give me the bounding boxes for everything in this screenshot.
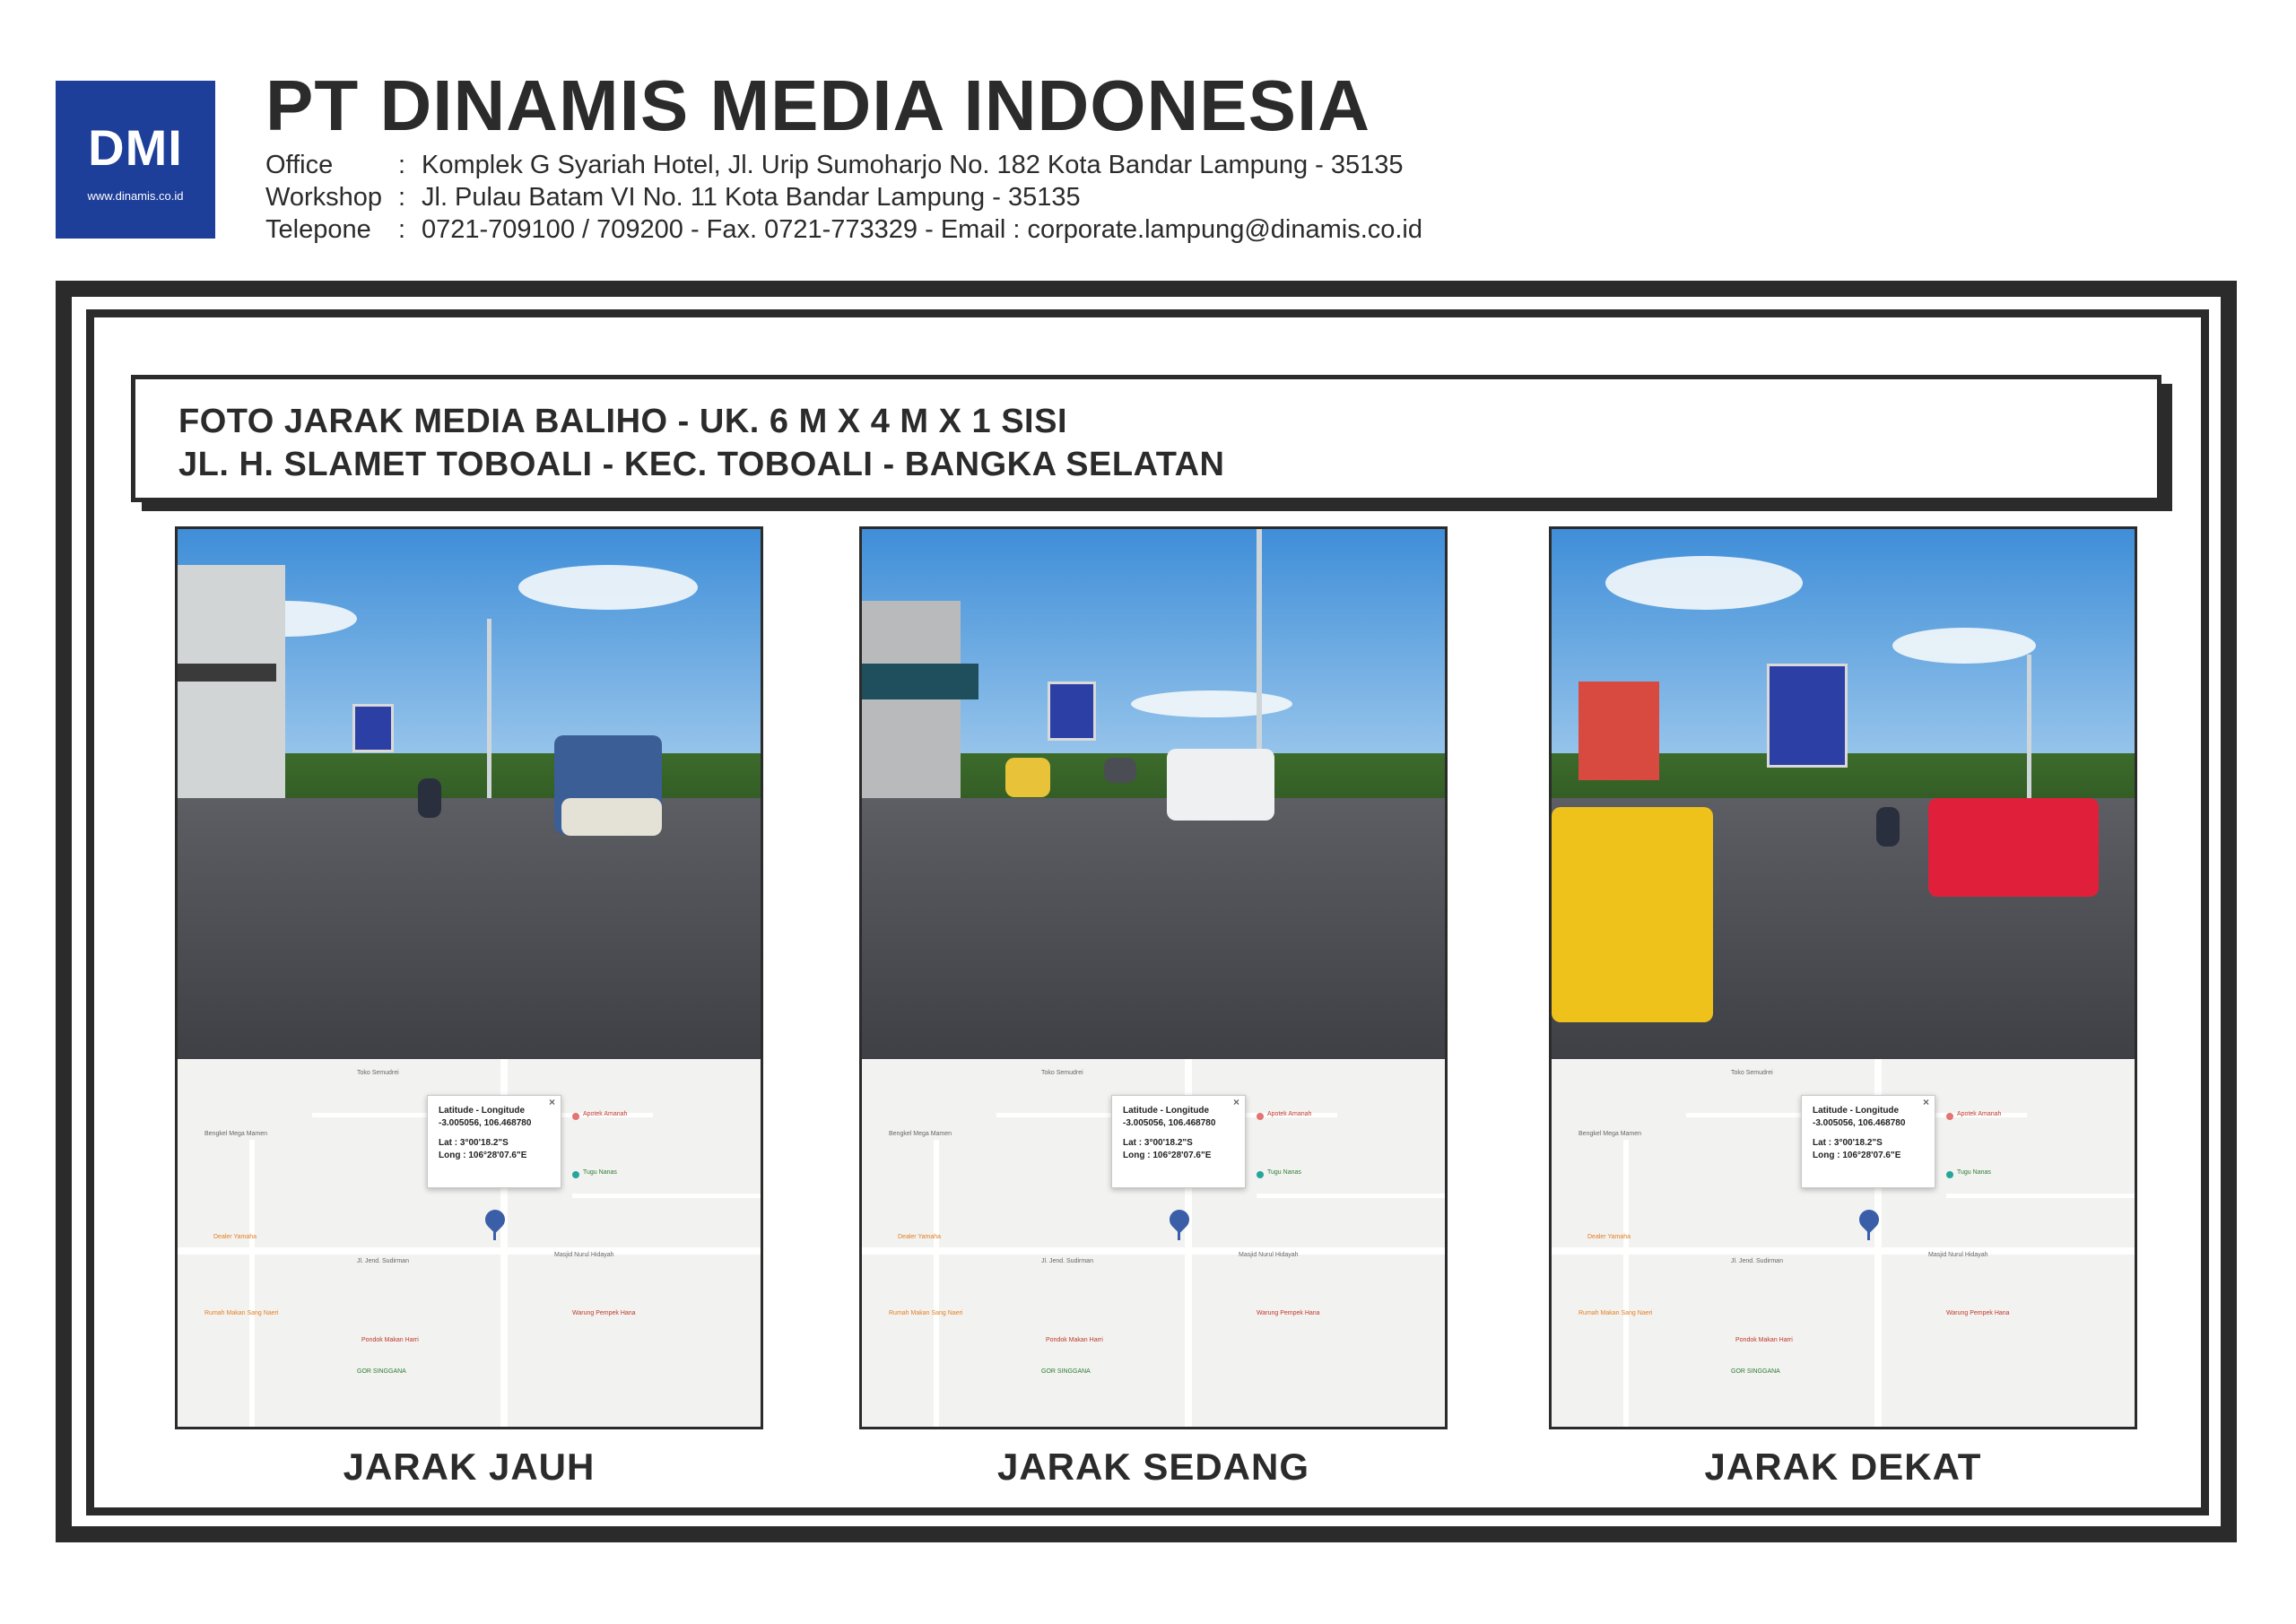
- title-line-2: JL. H. SLAMET TOBOALI - KEC. TOBOALI - BANGKA SELATAN: [178, 446, 1225, 483]
- photo-far: [178, 529, 761, 1059]
- contact-office: Office : Komplek G Syariah Hotel, Jl. Urip Sumoharjo No. 182 Kota Bandar Lampung - 35135: [265, 151, 1404, 179]
- logo-text: DMI: [88, 119, 183, 176]
- panel-medium: [859, 526, 1448, 1429]
- company-name: PT DINAMIS MEDIA INDONESIA: [265, 65, 1370, 145]
- panel-far: [175, 526, 763, 1429]
- caption-medium: JARAK SEDANG: [996, 1446, 1310, 1488]
- map-medium: Jl. Jend. Sudirman Apotek Amanah Tugu Nanas Toko Semudrei Masjid Nurul Hidayah Bengkel Mega Mamen Dealer Yamaha Rumah Makan Sang Naeri Pondok Makan Harri GOR SINGGANA Warung Pempek Hana × Latitude - Longitude -3.005056, 106.468780 Lat : 3°00'18.2"S Long : 106°28'07.6"E: [862, 1059, 1445, 1427]
- contact-workshop: Workshop : Jl. Pulau Batam VI No. 11 Kota Bandar Lampung - 35135: [265, 183, 1081, 212]
- contact-block: [265, 149, 1422, 246]
- photo-near: [1552, 529, 2135, 1059]
- map-popup: × Latitude - Longitude -3.005056, 106.468780 Lat : 3°00'18.2"S Long : 106°28'07.6"E: [1801, 1095, 1935, 1188]
- caption-near: JARAK DEKAT: [1704, 1446, 1982, 1488]
- company-logo: [56, 81, 215, 239]
- close-icon[interactable]: ×: [1922, 1096, 1929, 1108]
- close-icon[interactable]: ×: [548, 1096, 555, 1108]
- map-popup: × Latitude - Longitude -3.005056, 106.468780 Lat : 3°00'18.2"S Long : 106°28'07.6"E: [1111, 1095, 1246, 1188]
- map-far: Jl. Jend. Sudirman Apotek Amanah Tugu Nanas Toko Semudrei Masjid Nurul Hidayah Bengkel Mega Mamen Dealer Yamaha Rumah Makan Sang Naeri Pondok Makan Harri GOR SINGGANA Warung Pempek Hana × Latitude - Longitude -3.005056, 106.468780 Lat : 3°00'18.2"S Long : 106°28'07.6"E: [178, 1059, 761, 1427]
- photo-medium: [862, 529, 1445, 1059]
- title-box: [131, 375, 2161, 502]
- panel-near: [1549, 526, 2137, 1429]
- contact-telephone: Telepone : 0721-709100 / 709200 - Fax. 0721-773329 - Email : corporate.lampung@dinamis.co.id: [265, 215, 1423, 244]
- map-near: Jl. Jend. Sudirman Apotek Amanah Tugu Nanas Toko Semudrei Masjid Nurul Hidayah Bengkel Mega Mamen Dealer Yamaha Rumah Makan Sang Naeri Pondok Makan Harri GOR SINGGANA Warung Pempek Hana × Latitude - Longitude -3.005056, 106.468780 Lat : 3°00'18.2"S Long : 106°28'07.6"E: [1552, 1059, 2135, 1427]
- logo-website: www.dinamis.co.id: [87, 189, 184, 203]
- map-popup: × Latitude - Longitude -3.005056, 106.468780 Lat : 3°00'18.2"S Long : 106°28'07.6"E: [427, 1095, 561, 1188]
- close-icon[interactable]: ×: [1232, 1096, 1239, 1108]
- title-line-1: FOTO JARAK MEDIA BALIHO - UK. 6 M X 4 M X 1 SISI: [178, 403, 1067, 440]
- caption-far: JARAK JAUH: [343, 1446, 596, 1488]
